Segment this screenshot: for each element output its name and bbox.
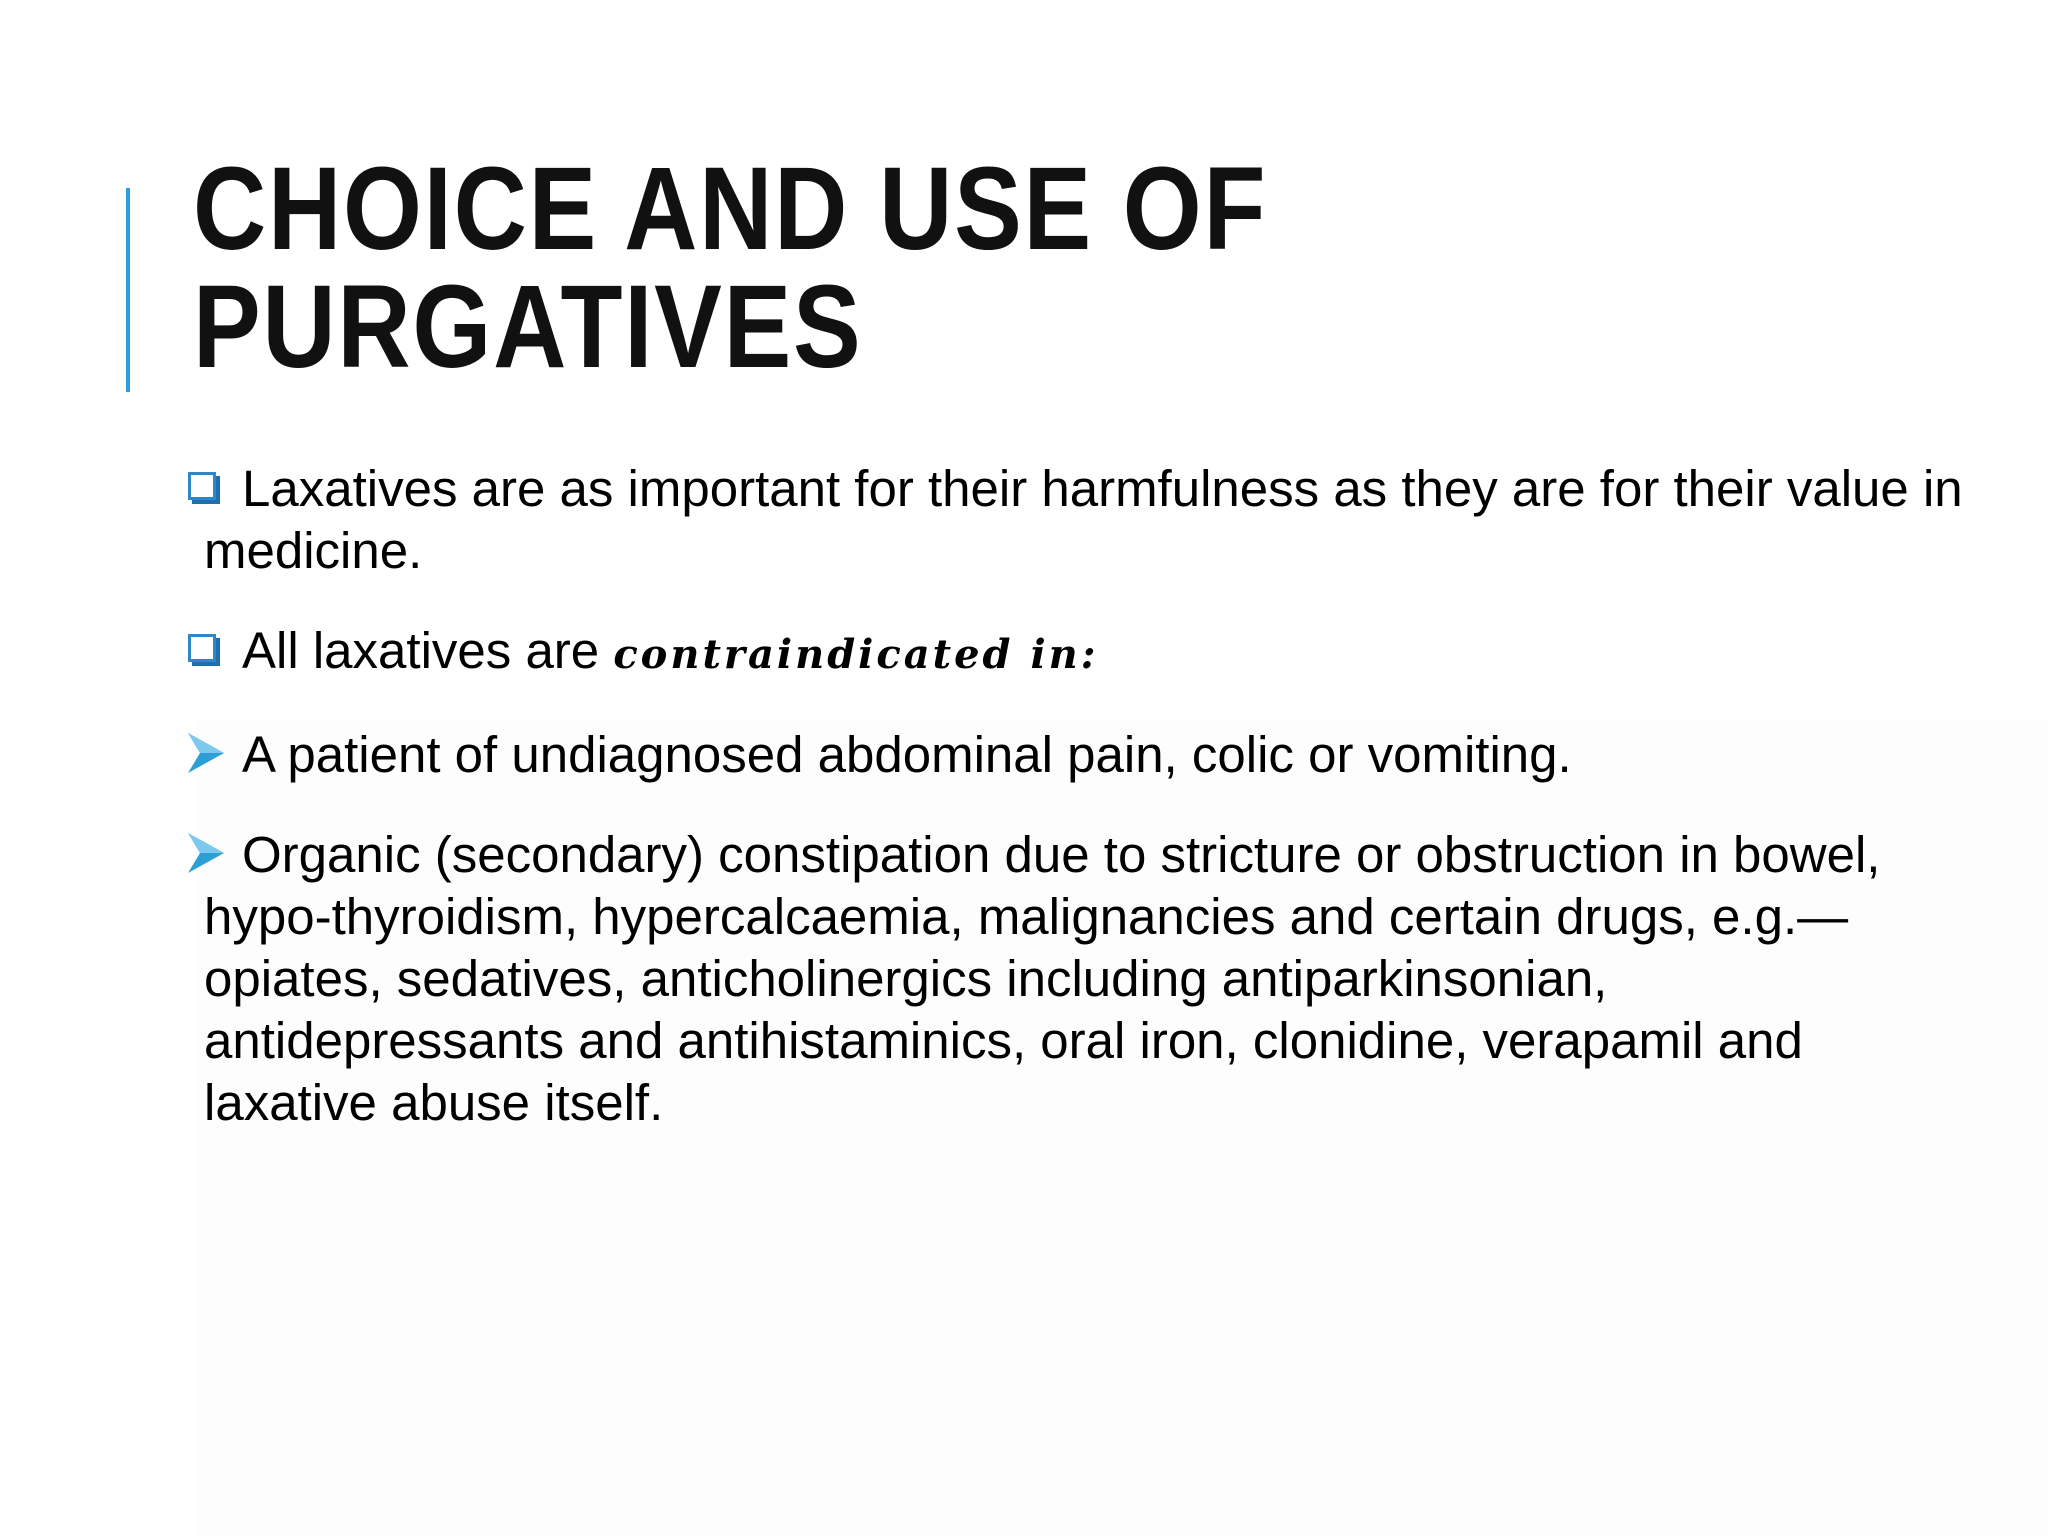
bullet-item-contraindicated [186,620,1976,686]
square-bullet-icon [188,472,216,500]
bullet-item-undiagnosed-pain [186,724,1976,786]
bullet-item-organic-constipation [186,824,1976,1134]
bullet-text: All laxatives are [242,622,614,679]
bullet-text: A patient of undiagnosed abdominal pain, colic or vomiting. [242,726,1572,783]
title-accent-bar [126,188,130,392]
title-line-2: PURGATIVES [193,261,863,393]
bullet-text: Organic (secondary) constipation due to stricture or obstruction in bowel, hypo-thyroidism, hypercalcaemia, malignancies and certain drugs, e.g.—opiates, sedatives, anticholinergics including antiparkinsonian, antidepressants and antihistaminics, oral iron, clonidine, verapamil and laxative abuse itself. [204,826,1881,1131]
arrow-bullet-icon [186,828,226,874]
emphasis-text: contraindicated in: [613,631,1099,678]
title-line-1: CHOICE AND USE OF [193,143,1268,275]
bullet-item-harmfulness [186,458,1976,582]
slide-title [193,143,1483,393]
square-bullet-icon [188,634,216,662]
bullet-list [186,458,1976,1134]
bullet-text: Laxatives are as important for their harmfulness as they are for their value in medicine. [204,460,1963,579]
arrow-bullet-icon [186,728,226,774]
